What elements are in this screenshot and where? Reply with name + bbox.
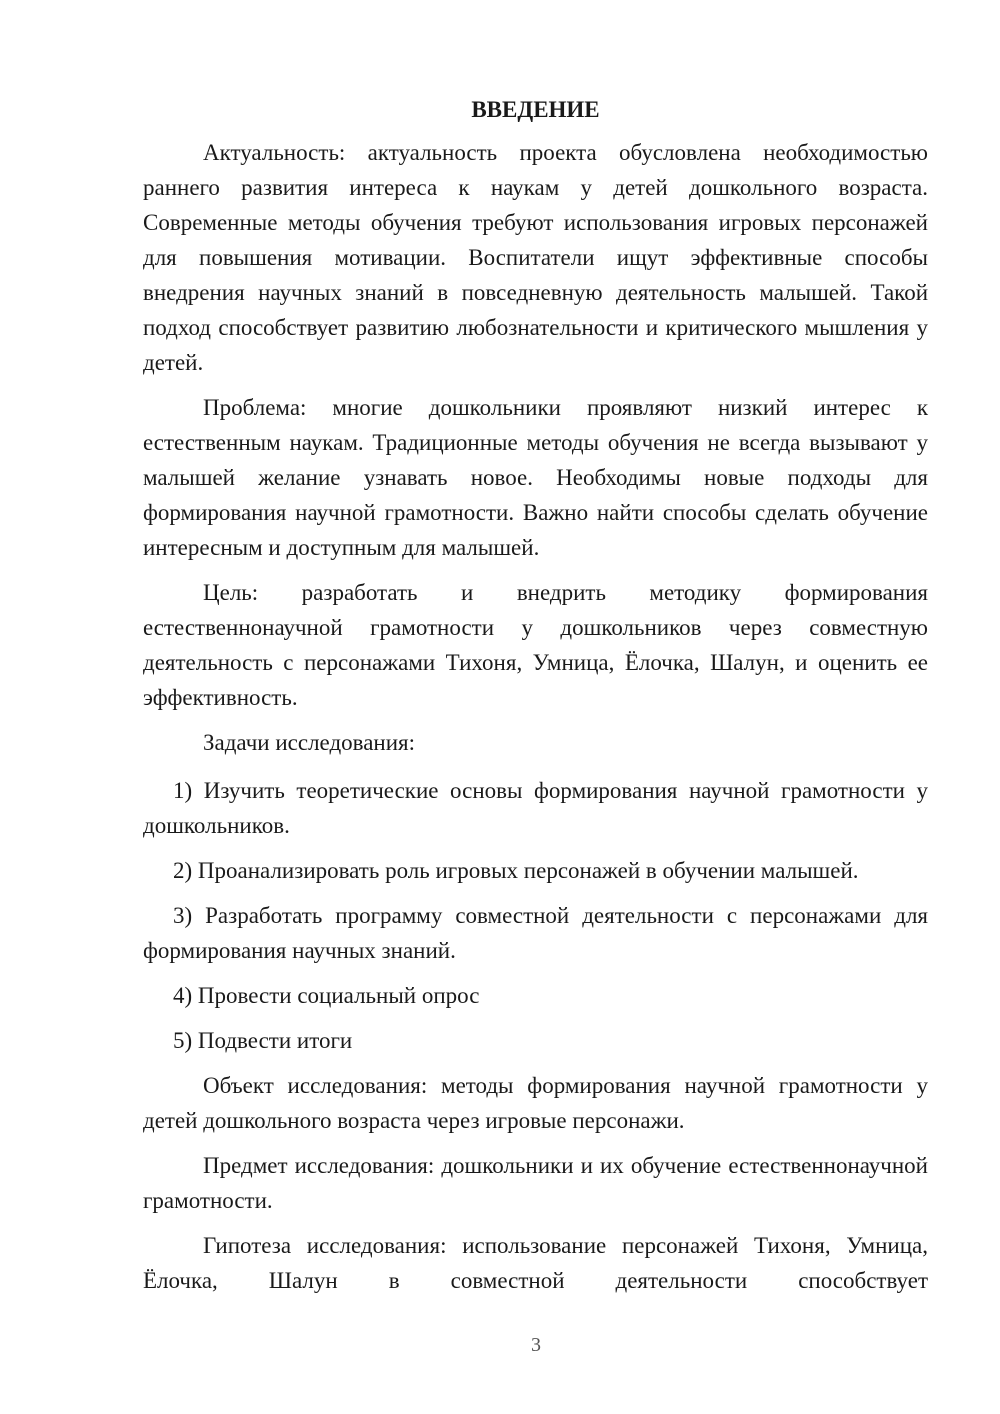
problem-paragraph: Проблема: многие дошкольники проявляют низкий интерес к естественным наукам. Традиционные методы обучения не всегда вызывают у малышей желание узнавать новое. Необходимы новые подходы для формирования научной грамотности. Важно найти способы сделать обучение интересным и доступным для малышей. <box>143 395 928 560</box>
task-item: 3) Разработать программу совместной деятельности с персонажами для формирования научных знаний. <box>143 903 928 963</box>
tasks-heading: Задачи исследования: <box>203 730 416 755</box>
task-item: 5) Подвести итоги <box>173 1028 353 1053</box>
task-item: 2) Проанализировать роль игровых персонажей в обучении малышей. <box>173 858 859 883</box>
subject-paragraph: Предмет исследования: дошкольники и их обучение естественнонаучной грамотности. <box>143 1153 928 1213</box>
relevance-paragraph: Актуальность: актуальность проекта обусловлена необходимостью раннего развития интереса к наукам у детей дошкольного возраста. Современные методы обучения требуют использования игровых персонажей для повышения мотивации. Воспитатели ищут эффективные способы внедрения научных знаний в повседневную деятельность малышей. Такой подход способствует развитию любознательности и критического мышления у детей. <box>143 140 928 375</box>
task-item: 1) Изучить теоретические основы формирования научной грамотности у дошкольников. <box>143 778 928 838</box>
object-paragraph: Объект исследования: методы формирования научной грамотности у детей дошкольного возраста через игровые персонажи. <box>143 1073 928 1133</box>
page-body <box>143 92 928 1298</box>
page-number: 3 <box>531 1334 541 1356</box>
task-item: 4) Провести социальный опрос <box>173 983 480 1008</box>
hypothesis-paragraph: Гипотеза исследования: использование персонажей Тихоня, Умница, Ёлочка, Шалун в совместной деятельности способствует <box>143 1233 928 1293</box>
page-title: ВВЕДЕНИЕ <box>471 97 600 122</box>
goal-paragraph: Цель: разработать и внедрить методику формирования естественнонаучной грамотности у дошкольников через совместную деятельность с персонажами Тихоня, Умница, Ёлочка, Шалун, и оценить ее эффективность. <box>143 580 928 710</box>
